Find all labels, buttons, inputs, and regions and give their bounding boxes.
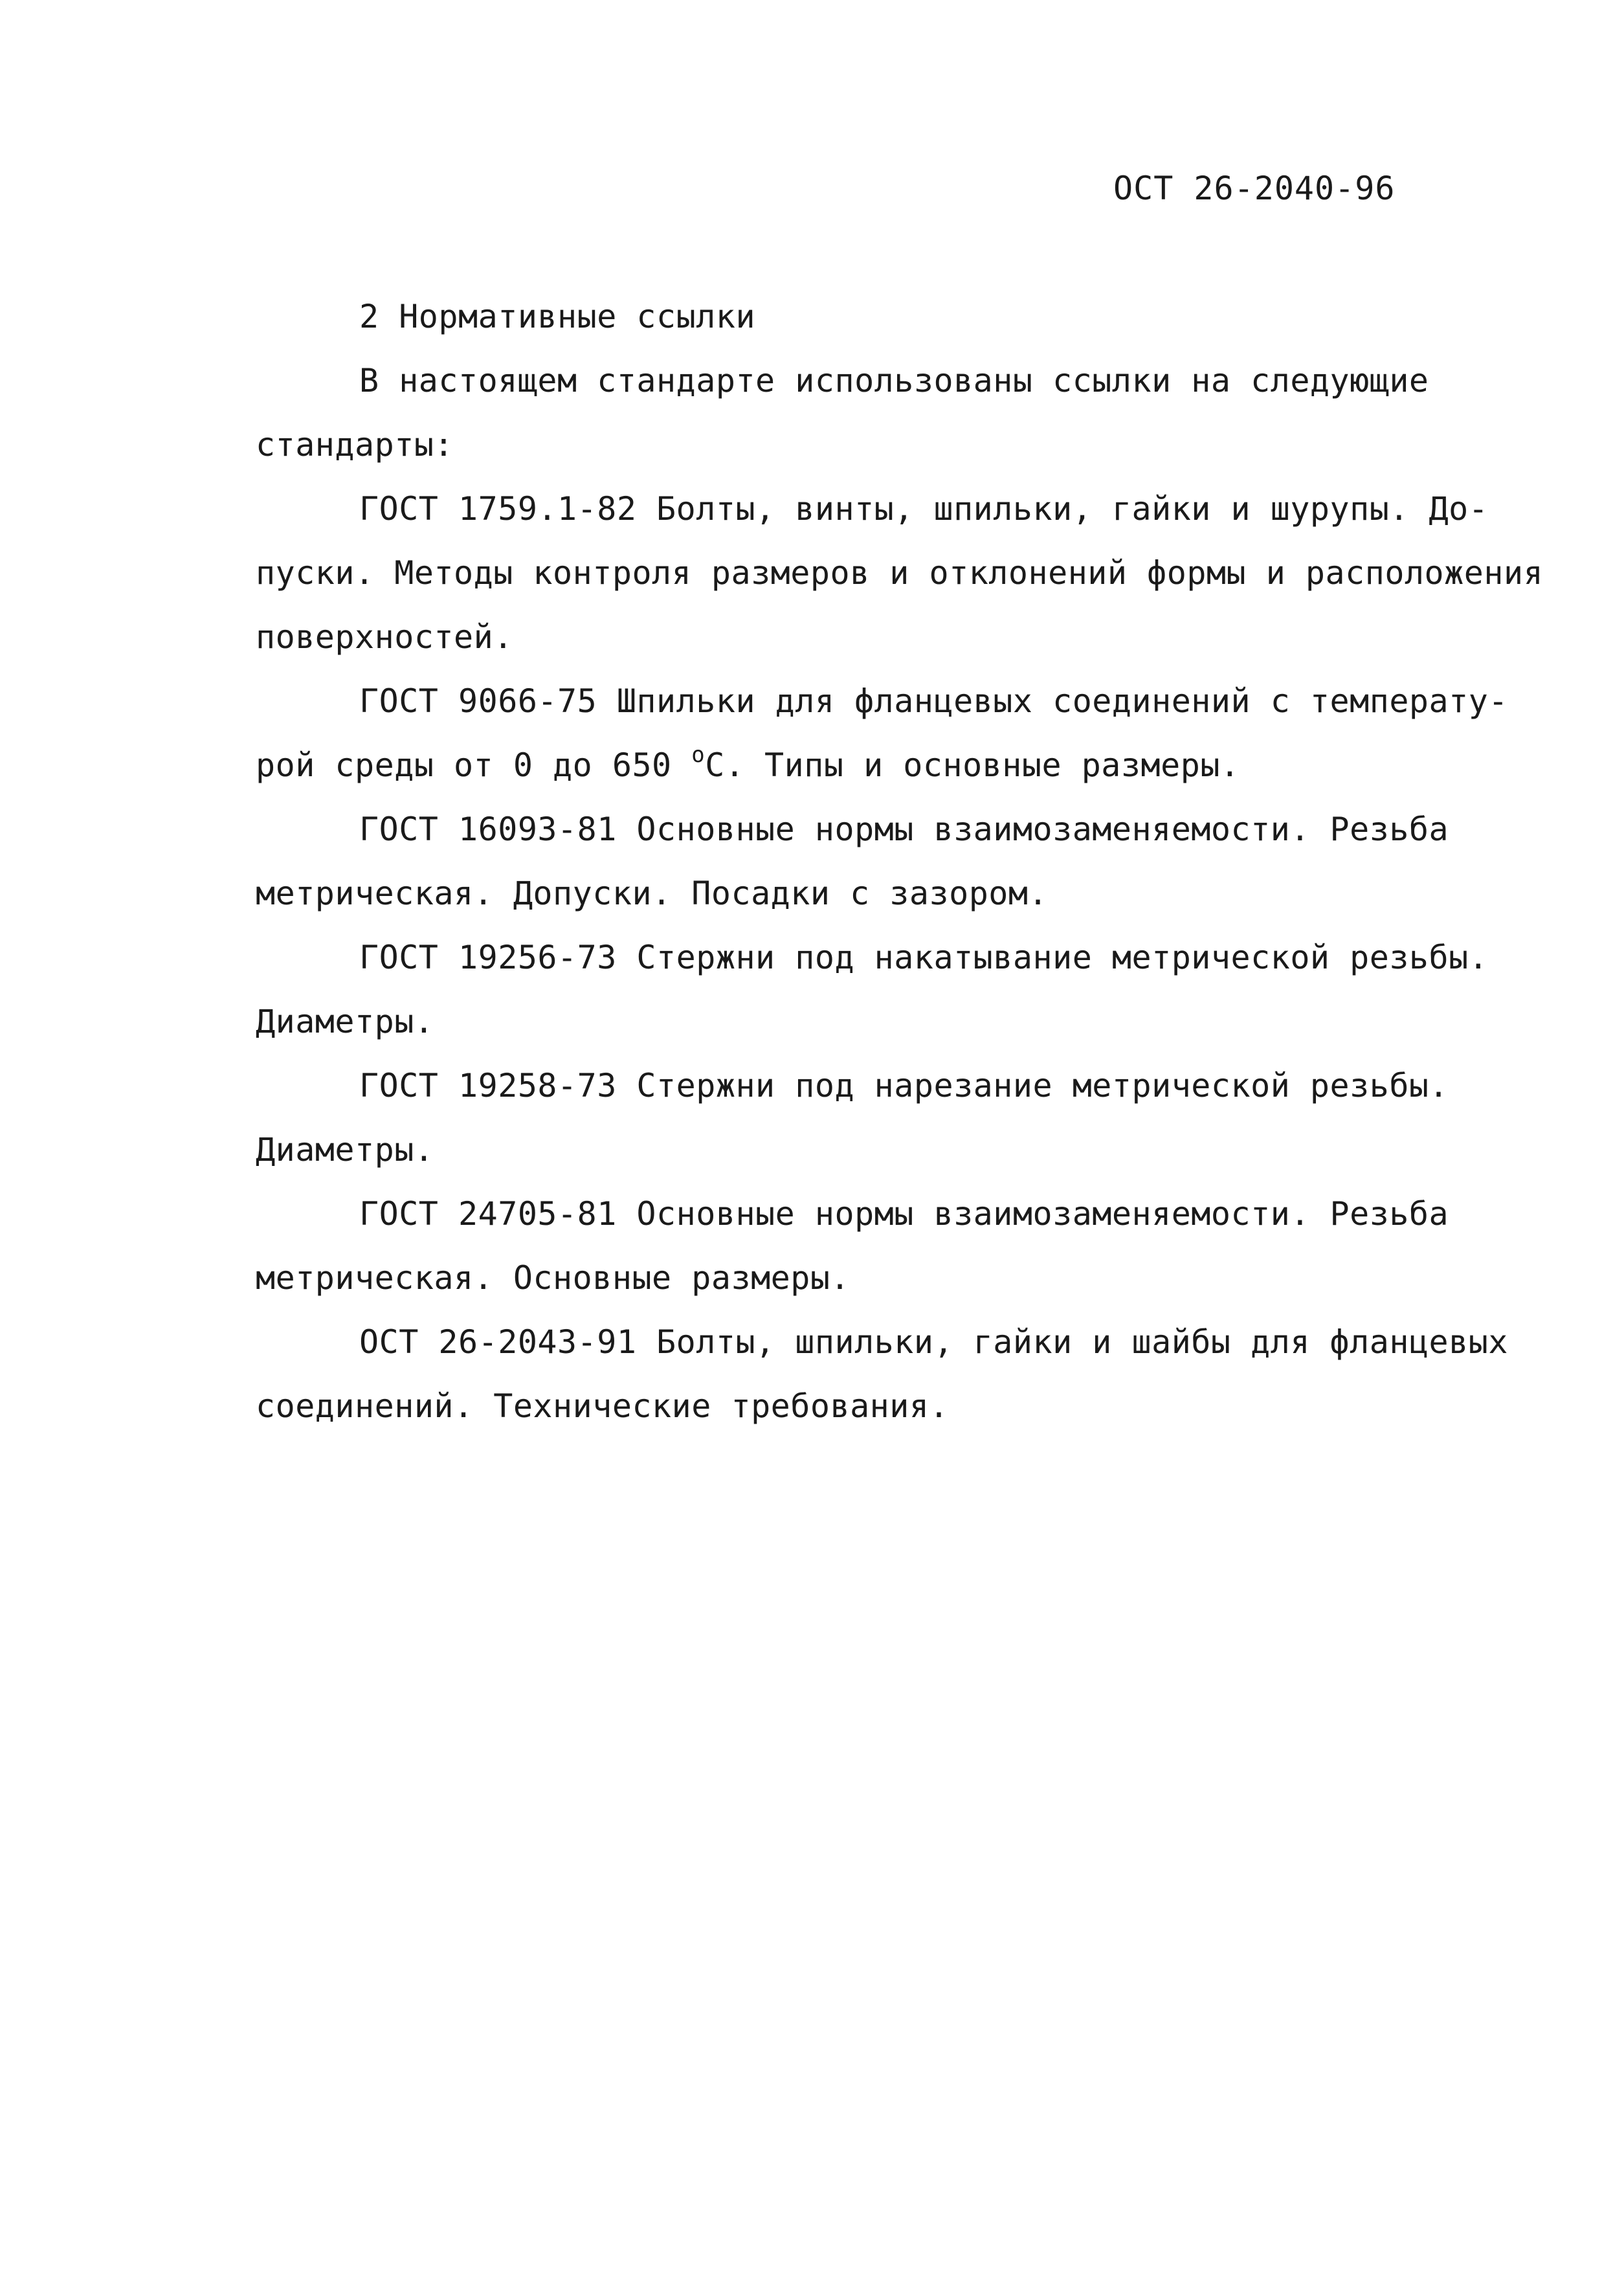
reference-gost-19258-line-1: ГОСТ 19258-73 Стержни под нарезание метрической резьбы. [359, 1067, 1449, 1104]
reference-gost-19256-line-1: ГОСТ 19256-73 Стержни под накатывание метрической резьбы. [359, 939, 1489, 976]
intro-line-1: В настоящем стандарте использованы ссылки на следующие [359, 362, 1429, 399]
document-code: ОСТ 26-2040-96 [1113, 170, 1396, 207]
reference-gost-9066-text-before-unit: рой среды от 0 до 650 [256, 746, 692, 784]
reference-ost-26-2043-line-1: ОСТ 26-2043-91 Болты, шпильки, гайки и шайбы для фланцевых [359, 1323, 1508, 1361]
document-body [256, 285, 1557, 1439]
reference-gost-9066-line-1: ГОСТ 9066-75 Шпильки для фланцевых соединений с температу- [359, 682, 1508, 720]
reference-gost-24705-line-2: метрическая. Основные размеры. [256, 1259, 851, 1297]
section-title: 2 Нормативные ссылки [359, 298, 756, 335]
reference-gost-24705-line-1: ГОСТ 24705-81 Основные нормы взаимозаменяемости. Резьба [359, 1195, 1449, 1233]
reference-gost-16093-line-2: метрическая. Допуски. Посадки с зазором. [256, 875, 1049, 912]
reference-gost-1759-line-1: ГОСТ 1759.1-82 Болты, винты, шпильки, гайки и шурупы. До- [359, 490, 1489, 528]
reference-gost-9066-line-2 [256, 733, 1557, 798]
intro-line-2: стандарты: [256, 426, 454, 464]
reference-gost-9066-text-after-unit: С. Типы и основные размеры. [705, 746, 1240, 784]
degree-superscript: о [691, 742, 706, 768]
reference-gost-1759-line-3: поверхностей. [256, 618, 513, 656]
reference-gost-1759-line-2: пуски. Методы контроля размеров и отклонений формы и расположения [256, 554, 1544, 592]
reference-gost-19256-line-2: Диаметры. [256, 1003, 434, 1040]
reference-gost-19258-line-2: Диаметры. [256, 1131, 434, 1169]
reference-ost-26-2043-line-2: соединений. Технические требования. [256, 1387, 950, 1425]
reference-gost-16093-line-1: ГОСТ 16093-81 Основные нормы взаимозаменяемости. Резьба [359, 811, 1449, 848]
